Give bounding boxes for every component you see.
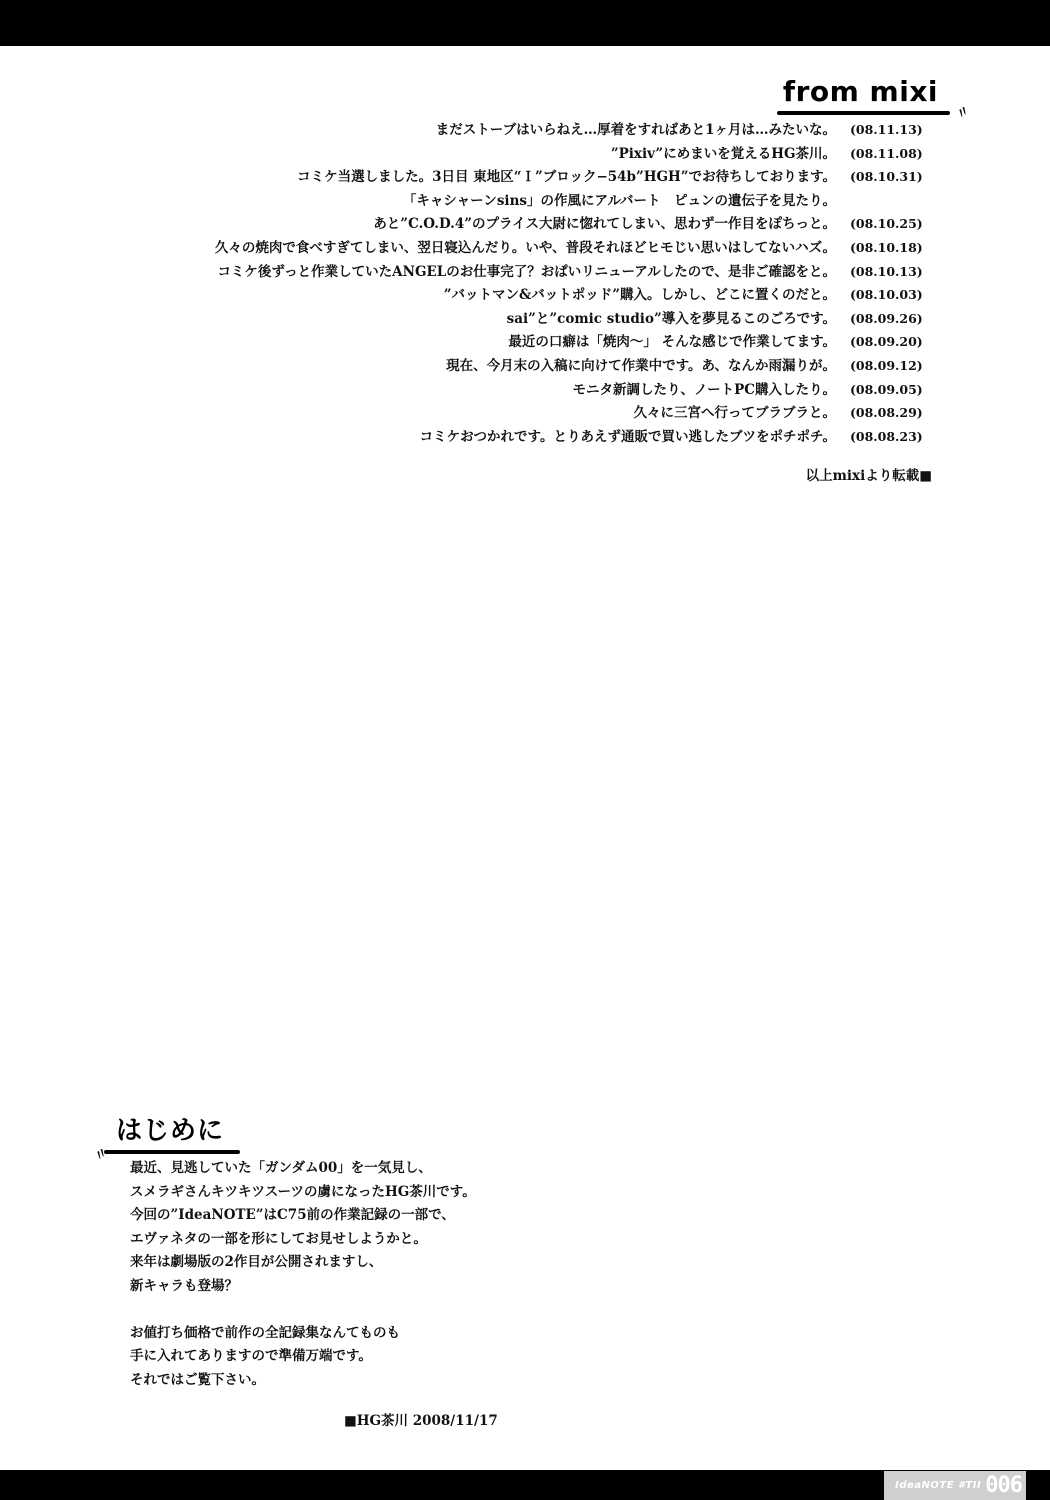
entry-date: (08.08.23) — [850, 428, 923, 444]
intro-line: 今回の”IdeaNOTE”はC75前の作業記録の一部で、 — [130, 1207, 455, 1223]
intro-line: エヴァネタの一部を形にしてお見せしようかと。 — [130, 1230, 427, 1247]
intro-line: スメラギさんキツキツスーツの虜になったHG茶川です。 — [130, 1183, 476, 1200]
entry-text: あと”C.O.D.4”のプライス大尉に惚れてしまい、思わず一作目をぽちっと。 — [373, 216, 836, 233]
list-item — [52, 118, 932, 142]
entry-text: 「キャシャーンsins」の作風にアルバート ピュンの遺伝子を見たり。 — [402, 192, 836, 209]
tick-marks-icon: 〃 — [91, 1144, 112, 1166]
entry-text: sai”と”comic studio”導入を夢見るこのごろです。 — [506, 310, 836, 327]
entry-text: ”Pixiv”にめまいを覚えるHG茶川。 — [610, 145, 836, 162]
entry-text: 最近の口癖は「焼肉〜」 そんな感じで作業してます。 — [508, 334, 836, 351]
mixi-title-underline — [777, 111, 950, 115]
mixi-entry-list — [52, 118, 932, 448]
intro-line: 最近、見逃していた「ガンダム00」を一気見し、 — [130, 1160, 432, 1176]
mixi-section-header — [782, 75, 974, 124]
entry-date: (08.10.18) — [850, 239, 923, 255]
page-number: 006 — [985, 1473, 1022, 1498]
author-signature: ■HG茶川 2008/11/17 — [344, 1413, 498, 1429]
list-item — [52, 401, 932, 425]
entry-date: (08.11.13) — [850, 122, 923, 137]
mixi-title: from mixi — [782, 75, 938, 108]
entry-date: (08.09.05) — [850, 381, 923, 397]
list-item — [52, 236, 932, 260]
entry-text: 現在、今月末の入稿に向けて作業中です。あ、なんか雨漏りが。 — [446, 357, 836, 374]
intro-line: 手に入れてありますので準備万端です。 — [130, 1348, 372, 1364]
mixi-source-note: 以上mixiより転載■ — [805, 468, 932, 484]
entry-date: (08.09.20) — [850, 334, 923, 350]
intro-line: それではご覧下さい。 — [130, 1371, 265, 1388]
list-item — [52, 307, 932, 331]
intro-line: お値打ち価格で前作の全記録集なんてものも — [130, 1324, 400, 1341]
entry-date: (08.10.25) — [850, 216, 923, 232]
entry-date: (08.10.31) — [850, 169, 923, 185]
list-item — [52, 425, 932, 449]
tick-marks-icon: 〃 — [953, 102, 974, 124]
list-item — [52, 212, 932, 236]
intro-body — [130, 1156, 650, 1391]
intro-line: 来年は劇場版の2作目が公開されますし、 — [130, 1254, 383, 1270]
list-item — [52, 378, 932, 402]
entry-date: (08.09.12) — [850, 357, 923, 373]
top-black-bar — [0, 0, 1050, 46]
entry-text: コミケ当選しました。3日目 東地区“Ｉ”ブロック−54b”HGH”でお待ちしております。 — [297, 169, 836, 186]
entry-date: (08.10.03) — [850, 287, 923, 303]
entry-date: (08.11.08) — [850, 145, 923, 161]
entry-date: (08.09.26) — [850, 310, 923, 326]
list-item — [52, 189, 932, 213]
intro-section-header — [91, 1116, 225, 1166]
intro-line: 新キャラも登場？ — [130, 1277, 238, 1294]
entry-text: 久々に三宮へ行ってブラブラと。 — [633, 405, 836, 422]
list-item — [52, 354, 932, 378]
entry-date: (08.10.13) — [850, 263, 923, 279]
footer-title: IdeaNOTE #TII — [895, 1480, 982, 1491]
list-item — [52, 330, 932, 354]
intro-title-underline — [104, 1150, 240, 1154]
paragraph-gap — [130, 1297, 650, 1321]
entry-text: コミケ後ずっと作業していたANGELのお仕事完了？おぱいリニューアルしたので、是非ご確認をと。 — [217, 263, 836, 280]
entry-text: まだストーブはいらねえ…厚着をすればあと1ヶ月は…みたいな。 — [435, 122, 836, 138]
entry-date: (08.08.29) — [850, 405, 923, 421]
entry-text: ”バットマン&バットポッド”購入。しかし、どこに置くのだと。 — [443, 287, 836, 304]
list-item — [52, 260, 932, 284]
list-item — [52, 283, 932, 307]
list-item — [52, 142, 932, 166]
page-footer — [884, 1471, 1026, 1500]
intro-title: はじめに — [116, 1116, 225, 1146]
list-item — [52, 165, 932, 189]
entry-text: モニタ新調したり、ノートPC購入したり。 — [572, 381, 836, 398]
entry-text: コミケおつかれです。とりあえず通販で買い逃したブツをポチポチ。 — [419, 428, 836, 445]
entry-text: 久々の焼肉で食べすぎてしまい、翌日寝込んだり。いや、普段それほどヒモじい思いはしてないハズ。 — [214, 239, 836, 256]
